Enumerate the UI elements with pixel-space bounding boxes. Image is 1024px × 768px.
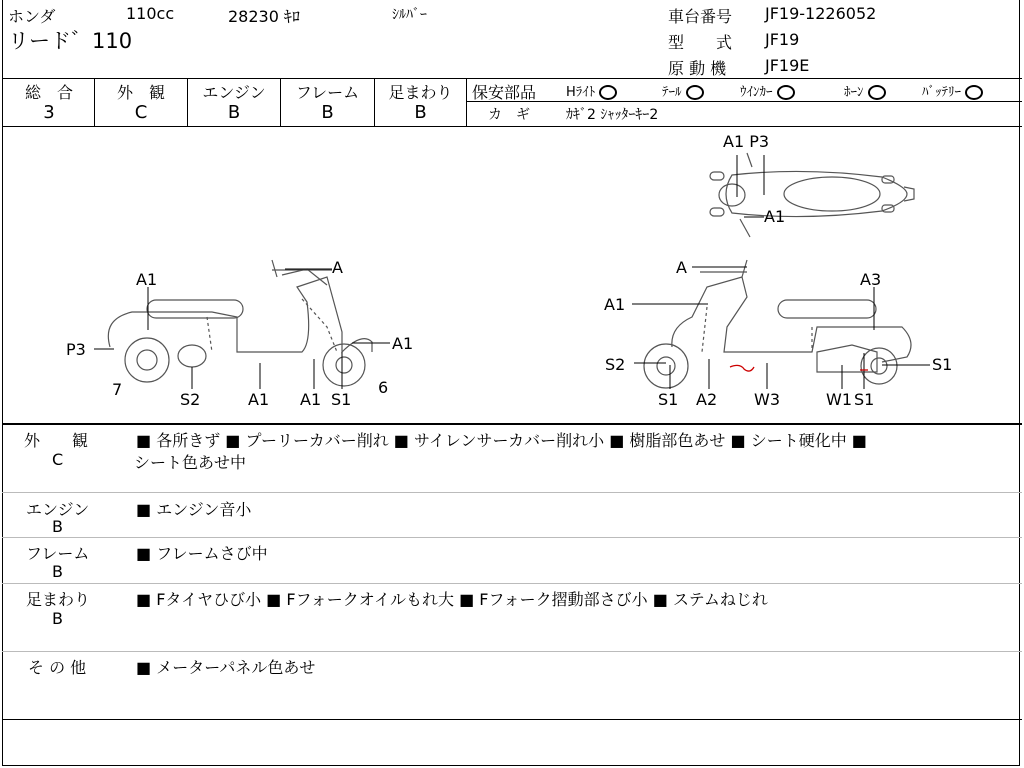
divider xyxy=(2,78,1022,79)
maker: ホンダ xyxy=(8,7,56,26)
ok-circle-icon xyxy=(686,85,704,100)
note-grade: C xyxy=(52,450,64,469)
grade-value-exterior: C xyxy=(134,102,148,123)
model-name: リード゛110 xyxy=(8,29,133,53)
diagram-label: A xyxy=(332,258,343,277)
note-grade: B xyxy=(52,609,63,628)
diagram-label: A1 P3 xyxy=(723,132,770,151)
grade-value-suspension: B xyxy=(414,102,427,123)
safety-item-winker: ｳｲﾝｶｰ xyxy=(740,81,795,100)
scooter-top-view xyxy=(710,153,914,237)
diagram-label: A1 xyxy=(764,207,786,226)
key-value: ｶｷﾞ2 ｼｬｯﾀｰｷｰ2 xyxy=(566,107,659,123)
grade-label-overall: 総 合 xyxy=(24,83,73,102)
diagram-label: S2 xyxy=(605,355,626,374)
note-category: エンジン xyxy=(26,500,90,519)
diagram-label: 7 xyxy=(112,380,123,399)
note-text: ■ メーターパネル色あせ xyxy=(136,658,316,677)
note-category: フレーム xyxy=(26,544,90,563)
note-text: ■ フレームさび中 xyxy=(136,544,268,563)
divider xyxy=(2,651,1022,652)
note-category: 外 観 xyxy=(24,431,89,450)
divider xyxy=(466,101,1022,102)
diagram-label: A2 xyxy=(696,390,718,409)
note-grade: B xyxy=(52,562,63,581)
diagram-label: A1 xyxy=(300,390,322,409)
diagram-label: A1 xyxy=(136,270,158,289)
divider xyxy=(2,423,1022,425)
safety-label: 保安部品 xyxy=(472,83,537,102)
engine-value: JF19E xyxy=(765,56,810,75)
grade-value-overall: 3 xyxy=(43,102,55,123)
type-value: JF19 xyxy=(765,30,800,49)
safety-item-taillight: ﾃｰﾙ xyxy=(662,81,704,100)
diagram-label: S1 xyxy=(331,390,352,409)
grade-label-suspension: 足まわり xyxy=(388,83,453,102)
divider xyxy=(2,537,1022,538)
diagram-label: S2 xyxy=(180,390,201,409)
note-text: ■ Fタイヤひび小 ■ Fフォークオイルもれ大 ■ Fフォーク摺動部さび小 ■ ステムねじれ xyxy=(136,590,768,609)
ok-circle-icon xyxy=(599,85,617,100)
frame-no: JF19-1226052 xyxy=(765,4,877,23)
diagram-label: A1 xyxy=(248,390,270,409)
note-text: ■ 各所きず ■ プーリーカバー削れ ■ サイレンサーカバー削れ小 ■ 樹脂部色あせ ■ シート硬化中 ■ xyxy=(136,431,867,450)
safety-item-horn: ﾎｰﾝ xyxy=(844,81,886,100)
grade-value-engine: B xyxy=(227,102,241,123)
note-category: そ の 他 xyxy=(28,658,87,677)
diagram-label: S1 xyxy=(658,390,679,409)
diagram-label: A3 xyxy=(860,270,882,289)
safety-item-battery: ﾊﾞｯﾃﾘｰ xyxy=(922,81,983,100)
frame-no-label: 車台番号 xyxy=(668,7,733,26)
grade-label-frame: フレーム xyxy=(295,83,360,102)
diagram-label: A xyxy=(676,258,687,277)
damage-diagram xyxy=(2,127,1020,423)
note-text: シート色あせ中 xyxy=(134,453,247,472)
ok-circle-icon xyxy=(868,85,886,100)
red-mark xyxy=(730,365,754,371)
grade-label-engine: エンジン xyxy=(202,83,266,102)
engine-label: 原 動 機 xyxy=(668,59,727,78)
diagram-label: P3 xyxy=(66,340,86,359)
note-category: 足まわり xyxy=(26,590,91,609)
diagram-label: W1 xyxy=(826,390,852,409)
divider xyxy=(466,78,467,126)
color: ｼﾙﾊﾞｰ xyxy=(392,7,427,23)
key-label: カ ギ xyxy=(488,107,530,123)
ok-circle-icon xyxy=(777,85,795,100)
note-grade: B xyxy=(52,517,63,536)
mileage: 28230 ｷﾛ xyxy=(228,7,300,26)
diagram-label: A1 xyxy=(604,295,626,314)
diagram-label: S1 xyxy=(932,355,953,374)
divider xyxy=(2,719,1022,720)
diagram-label: W3 xyxy=(754,390,780,409)
displacement: 110cc xyxy=(126,4,175,23)
grade-label-exterior: 外 観 xyxy=(116,83,165,102)
diagram-label: A1 xyxy=(392,334,414,353)
note-text: ■ エンジン音小 xyxy=(136,500,252,519)
diagram-label: S1 xyxy=(854,390,875,409)
diagram-label: 6 xyxy=(378,378,389,397)
grade-value-frame: B xyxy=(321,102,334,123)
divider xyxy=(2,492,1022,493)
divider xyxy=(2,583,1022,584)
safety-item-headlight: Hﾗｲﾄ xyxy=(566,81,617,100)
ok-circle-icon xyxy=(965,85,983,100)
type-label: 型 式 xyxy=(668,33,733,52)
